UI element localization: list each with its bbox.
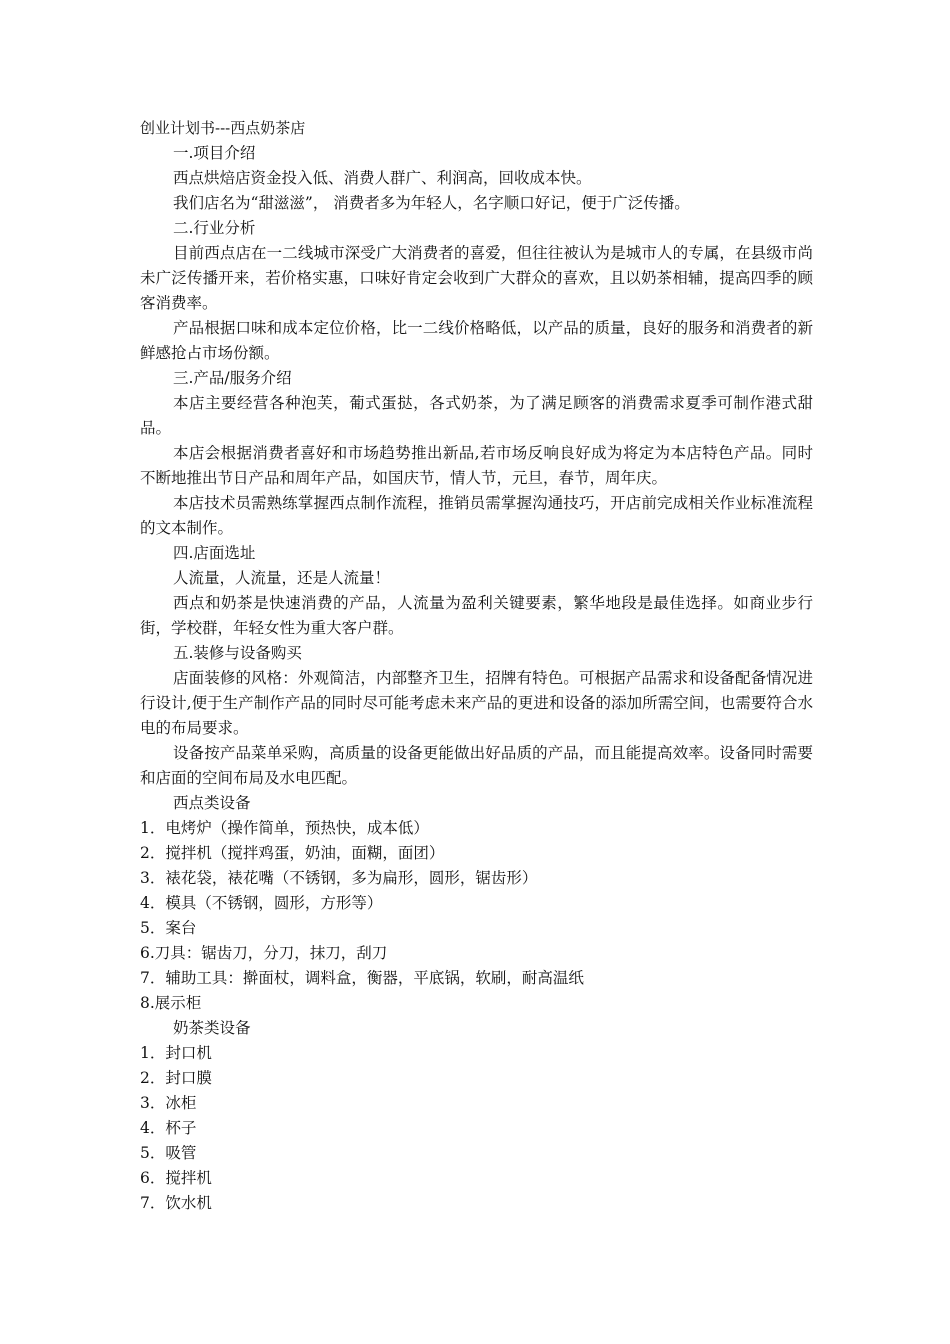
- paragraph: 设备按产品菜单采购，高质量的设备更能做出好品质的产品，而且能提高效率。设备同时需要和店面的空间布局及水电匹配。: [140, 744, 813, 787]
- section-heading-decoration-equipment: 五.装修与设备购买: [173, 644, 302, 662]
- subheading-milktea-equipment: 奶茶类设备: [173, 1019, 251, 1037]
- paragraph: 本店会根据消费者喜好和市场趋势推出新品,若市场反响良好成为将定为本店特色产品。同时不断地推出节日产品和周年产品，如国庆节，情人节，元旦，春节，周年庆。: [140, 444, 813, 487]
- list-item: 8.展示柜: [140, 994, 202, 1012]
- paragraph: 店面装修的风格：外观简洁，内部整齐卫生，招牌有特色。可根据产品需求和设备配备情况进行设计,便于生产制作产品的同时尽可能考虑未来产品的更进和设备的添加所需空间，也需要符合水电的布局要求。: [140, 669, 813, 737]
- list-item: 6.刀具：锯齿刀，分刀，抹刀，刮刀: [140, 944, 388, 962]
- subheading-pastry-equipment: 西点类设备: [173, 794, 251, 812]
- paragraph: 目前西点店在一二线城市深受广大消费者的喜爱，但往往被认为是城市人的专属，在县级市尚未广泛传播开来，若价格实惠，口味好肯定会收到广大群众的喜欢，且以奶茶相辅，提高四季的顾客消费率。: [140, 244, 813, 312]
- paragraph: 西点和奶茶是快速消费的产品，人流量为盈利关键要素，繁华地段是最佳选择。如商业步行街，学校群，年轻女性为重大客户群。: [140, 594, 813, 637]
- list-item: 3．裱花袋，裱花嘴（不锈钢，多为扁形，圆形，锯齿形）: [140, 869, 538, 887]
- list-item: 4．杯子: [140, 1119, 197, 1137]
- document-body: [140, 116, 813, 1216]
- list-item: 4．模具（不锈钢，圆形，方形等）: [140, 894, 383, 912]
- paragraph: 本店主要经营各种泡芙，葡式蛋挞，各式奶茶，为了满足顾客的消费需求夏季可制作港式甜品。: [140, 394, 813, 437]
- list-item: 7．饮水机: [140, 1194, 212, 1212]
- list-item: 6．搅拌机: [140, 1169, 212, 1187]
- section-heading-product-service: 三.产品/服务介绍: [173, 369, 292, 387]
- paragraph: 人流量，人流量，还是人流量！: [173, 569, 391, 587]
- paragraph: 本店技术员需熟练掌握西点制作流程，推销员需掌握沟通技巧，开店前完成相关作业标准流程的文本制作。: [140, 494, 813, 537]
- list-item: 2．搅拌机（搅拌鸡蛋，奶油，面糊，面团）: [140, 844, 445, 862]
- list-item: 5．吸管: [140, 1144, 197, 1162]
- list-item: 1．封口机: [140, 1044, 212, 1062]
- document-title: 创业计划书---西点奶茶店: [140, 119, 306, 137]
- paragraph: 我们店名为“甜滋滋”， 消费者多为年轻人，名字顺口好记，便于广泛传播。: [173, 194, 690, 212]
- paragraph: 产品根据口味和成本定位价格，比一二线价格略低，以产品的质量，良好的服务和消费者的新鲜感抢占市场份额。: [140, 319, 813, 362]
- list-item: 2．封口膜: [140, 1069, 212, 1087]
- list-item: 1．电烤炉（操作简单，预热快，成本低）: [140, 819, 429, 837]
- section-heading-location: 四.店面选址: [173, 544, 256, 562]
- list-item: 3．冰柜: [140, 1094, 197, 1112]
- section-heading-project-intro: 一.项目介绍: [173, 144, 256, 162]
- list-item: 7．辅助工具：擀面杖，调料盒，衡器，平底锅，软刷，耐高温纸: [140, 969, 584, 987]
- list-item: 5．案台: [140, 919, 197, 937]
- paragraph: 西点烘焙店资金投入低、消费人群广、利润高，回收成本快。: [173, 169, 592, 187]
- section-heading-industry-analysis: 二.行业分析: [173, 219, 256, 237]
